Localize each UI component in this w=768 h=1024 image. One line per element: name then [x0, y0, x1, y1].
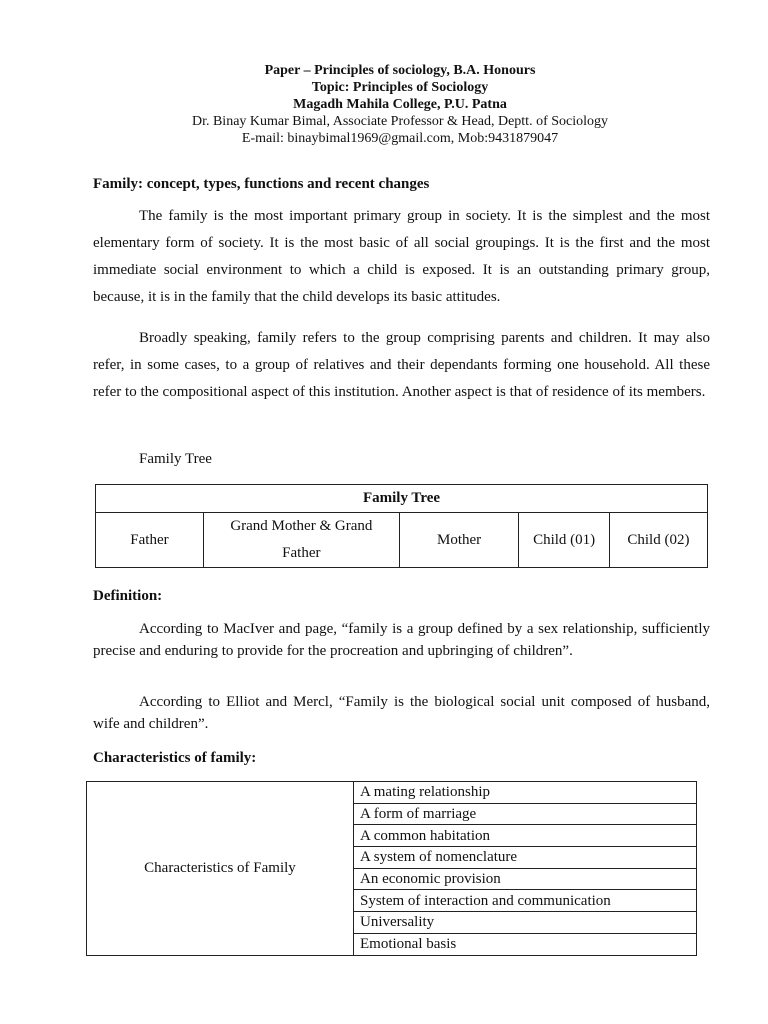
family-tree-cell-child-02: Child (02) — [609, 513, 707, 568]
header-college: Magadh Mahila College, P.U. Patna — [293, 97, 507, 112]
characteristic-item: System of interaction and communication — [354, 890, 697, 912]
definition-2: According to Elliot and Mercl, “Family is the biological social unit composed of husband, wife and children”. — [93, 694, 710, 732]
characteristic-item: A mating relationship — [354, 782, 697, 804]
characteristic-item: A system of nomenclature — [354, 847, 697, 869]
family-tree-table — [95, 484, 708, 568]
paragraph-1: The family is the most important primary group in society. It is the simplest and the most elementary form of society. It is the most basic of all social groupings. It is the first and the most immediate social environment to which a child is exposed. It is an outstanding primary group, because, it is in the family that the child develops its basic attitudes. — [93, 208, 710, 305]
section-title: Family: concept, types, functions and recent changes — [93, 176, 430, 192]
header-topic: Topic: Principles of Sociology — [311, 80, 489, 95]
family-tree-label: Family Tree — [139, 451, 212, 467]
definition-heading: Definition: — [93, 588, 163, 604]
characteristic-item: Emotional basis — [354, 933, 697, 955]
characteristics-table — [86, 781, 697, 956]
paragraph-2: Broadly speaking, family refers to the group comprising parents and children. It may also refer, in some cases, to a group of relatives and their dependants forming one household. All these refer to the compositional aspect of this institution. Another aspect is that of residence of its members. — [93, 330, 710, 400]
characteristics-table-label: Characteristics of Family — [87, 782, 354, 956]
characteristic-item: Universality — [354, 912, 697, 934]
family-tree-cell-mother: Mother — [399, 513, 519, 568]
header-paper: Paper – Principles of sociology, B.A. Honours — [264, 63, 536, 78]
definition-1: According to MacIver and page, “family is a group defined by a sex relationship, sufficiently precise and enduring to provide for the procreation and upbringing of children”. — [93, 621, 710, 659]
header-contact: E-mail: binaybimal1969@gmail.com, Mob:9431879047 — [241, 131, 559, 146]
header-author: Dr. Binay Kumar Bimal, Associate Professor & Head, Deptt. of Sociology — [191, 114, 609, 129]
family-tree-cell-father: Father — [96, 513, 204, 568]
document-header — [0, 62, 768, 147]
family-tree-cell-grandparents: Grand Mother & Grand Father — [203, 513, 399, 568]
characteristic-item: A common habitation — [354, 825, 697, 847]
characteristics-heading: Characteristics of family: — [93, 750, 257, 766]
family-tree-table-title: Family Tree — [96, 485, 708, 513]
family-tree-cell-child-01: Child (01) — [519, 513, 609, 568]
characteristic-item: A form of marriage — [354, 803, 697, 825]
characteristic-item: An economic provision — [354, 868, 697, 890]
